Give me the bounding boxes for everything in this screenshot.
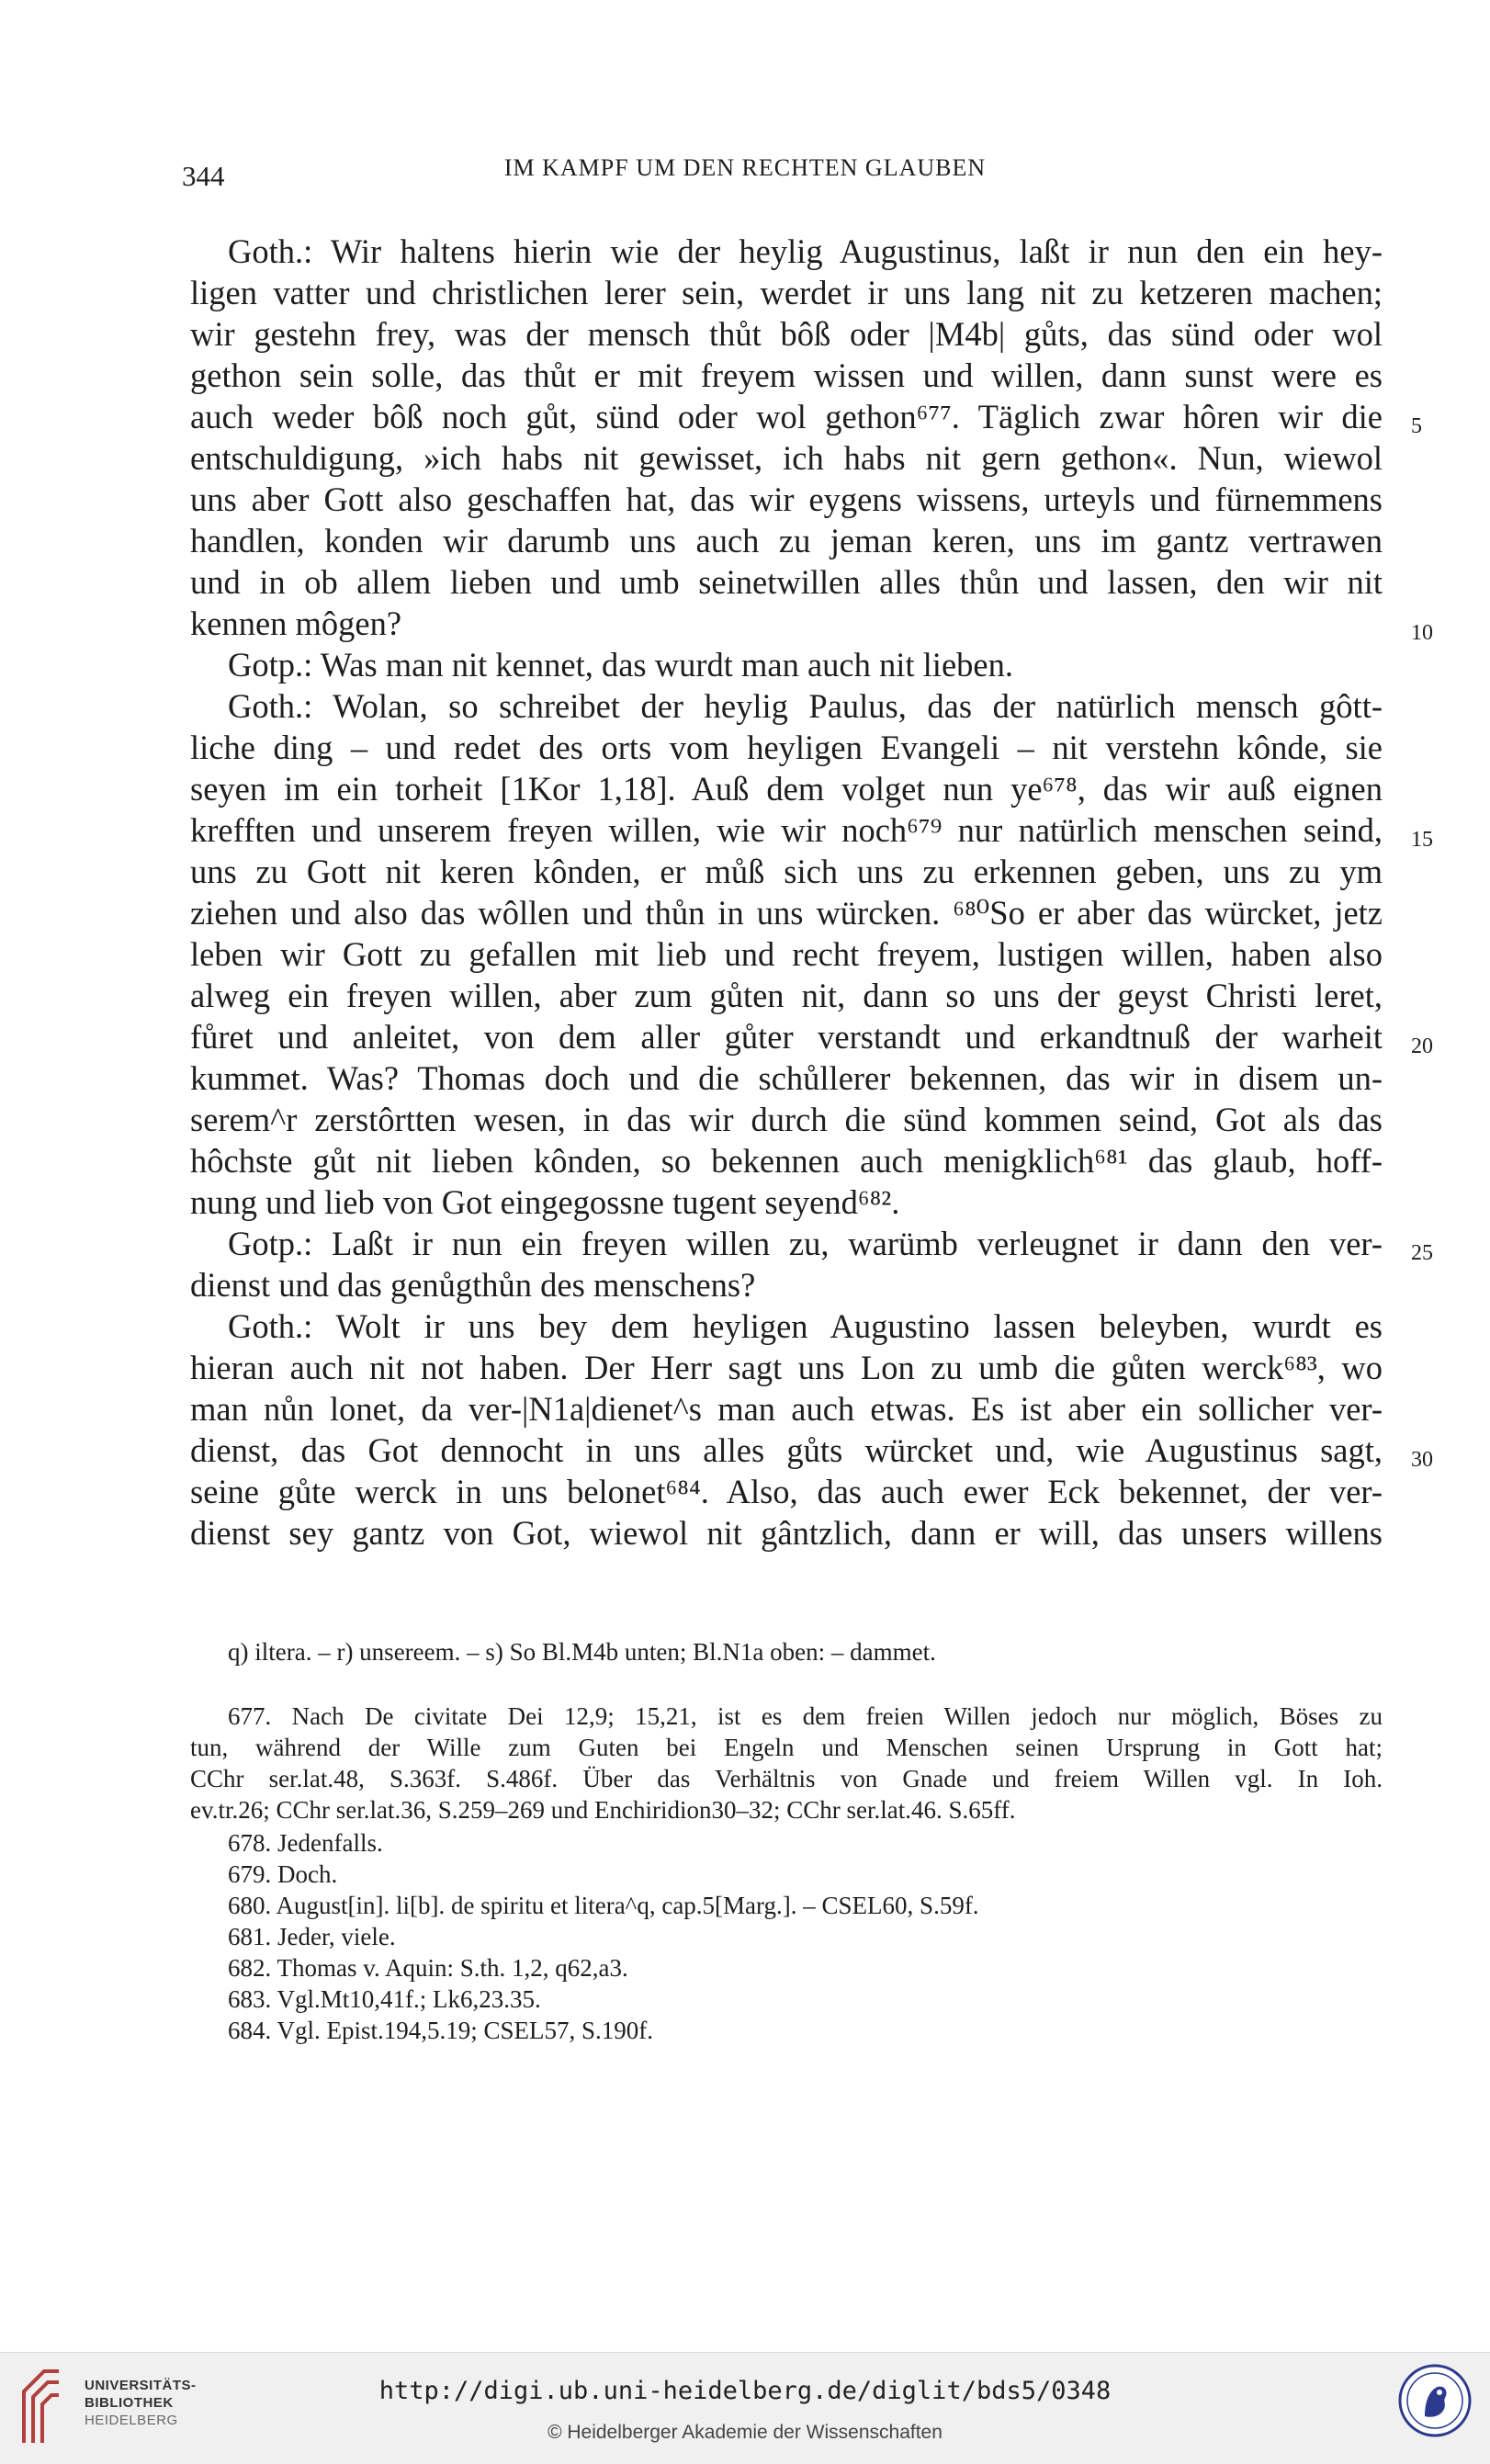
footnote-line: 679. Doch. <box>228 1860 338 1888</box>
text-line: seine gůte werck in uns belonet⁶⁸⁴. Also, das auch ewer Eck bekennet, der ver- <box>190 1473 1383 1510</box>
text-line: Goth.: Wolan, so schreibet der heylig Paulus, das der natürlich mensch gôtt- <box>228 687 1383 725</box>
text-line: Gotp.: Was man nit kennet, das wurdt man auch nit lieben. <box>228 646 1013 684</box>
footnote-line: ev.tr.26; CChr ser.lat.36, S.259–269 und Enchiridion30–32; CChr ser.lat.46. S.65ff. <box>190 1796 1016 1824</box>
text-line: ziehen und also das wôllen und thůn in uns würcken. ⁶⁸⁰So er aber das würcket, jetz <box>190 894 1383 932</box>
line-number: 5 <box>1411 414 1422 438</box>
text-line: kummet. Was? Thomas doch und die schůllerer bekennen, das wir in disem un- <box>190 1059 1383 1097</box>
text-line: Goth.: Wir haltens hierin wie der heylig Augustinus, laßt ir nun den ein hey- <box>228 232 1383 270</box>
logo-text-line: HEIDELBERG <box>85 2413 178 2428</box>
text-line: dienst sey gantz von Got, wiewol nit gântzlich, dann er will, das unsers willens <box>190 1514 1383 1552</box>
critical-apparatus: q) iltera. – r) unsereem. – s) So Bl.M4b unten; Bl.N1a oben: – dammet. <box>228 1638 936 1666</box>
text-line: uns zu Gott nit keren kônden, er můß sich uns zu erkennen geben, uns zu ym <box>190 853 1383 890</box>
copyright-notice: © Heidelberger Akademie der Wissenschaften <box>547 2422 943 2443</box>
text-line: gethon sein solle, das thůt er mit freyem wissen und willen, dann sunst were es <box>190 356 1383 394</box>
running-head: IM KAMPF UM DEN RECHTEN GLAUBEN <box>503 154 987 181</box>
footnote-line: CChr ser.lat.48, S.363f. S.486f. Über das Verhältnis von Gnade und freiem Willen vgl. In Ioh. <box>190 1765 1383 1792</box>
footnote-line: 684. Vgl. Epist.194,5.19; CSEL57, S.190f. <box>228 2017 654 2044</box>
text-line: seyen im ein torheit [1Kor 1,18]. Auß dem volget nun ye⁶⁷⁸, das wir auß eignen <box>190 770 1383 808</box>
footnote-line: 682. Thomas v. Aquin: S.th. 1,2, q62,a3. <box>228 1954 628 1982</box>
text-line: hôchste gůt nit lieben kônden, so bekennen auch menigklich⁶⁸¹ das glaub, hoff- <box>190 1142 1383 1180</box>
text-line: nung und lieb von Got eingegossne tugent seyend⁶⁸². <box>190 1183 900 1221</box>
page-number: 344 <box>182 160 225 192</box>
permalink-url[interactable]: http://digi.ub.uni-heidelberg.de/diglit/bds5/0348 <box>378 2377 1112 2405</box>
text-line: fůret und anleitet, von dem aller gůter verstandt und erkandtnuß der warheit <box>190 1018 1383 1056</box>
academy-seal-icon <box>1397 2363 1473 2438</box>
text-line: dienst und das genůgthůn des menschens? <box>190 1266 756 1304</box>
text-line: entschuldigung, »ich habs nit gewisset, ich habs nit gern gethon«. Nun, wiewol <box>190 439 1383 477</box>
line-number: 15 <box>1411 828 1433 852</box>
text-line: dienst, das Got dennocht in uns alles gůts würcket und, wie Augustinus sagt, <box>190 1431 1383 1469</box>
text-line: auch weder bôß noch gůt, sünd oder wol gethon⁶⁷⁷. Täglich zwar hôren wir die <box>190 398 1383 435</box>
text-line: serem^r zerstôrtten wesen, in das wir durch die sünd kommen seind, Got als das <box>190 1101 1383 1138</box>
text-line: man nůn lonet, da ver-|N1a|dienet^s man auch etwas. Es ist aber ein sollicher ver- <box>190 1390 1383 1428</box>
text-line: krefften und unserem freyen willen, wie wir noch⁶⁷⁹ nur natürlich menschen seind, <box>190 811 1383 849</box>
logo-text-line: UNIVERSITÄTS- <box>85 2378 197 2393</box>
text-line: alweg ein freyen willen, aber zum gůten nit, dann so uns der geyst Christi leret, <box>190 977 1383 1014</box>
line-number: 20 <box>1411 1034 1433 1058</box>
line-number: 30 <box>1411 1448 1433 1472</box>
text-line: hieran auch nit not haben. Der Herr sagt uns Lon zu umb die gůten werck⁶⁸³, wo <box>190 1349 1383 1386</box>
footnote-line: tun, während der Wille zum Guten bei Engeln und Menschen seinen Ursprung in Gott hat; <box>190 1734 1383 1761</box>
text-line: wir gestehn frey, was der mensch thůt bôß oder |M4b| gůts, das sünd oder wol <box>190 315 1383 353</box>
text-line: ligen vatter und christlichen lerer sein, werdet ir uns lang nit zu ketzeren machen; <box>190 274 1383 311</box>
viewer-footer <box>0 2352 1490 2464</box>
text-line: uns aber Gott also geschaffen hat, das wir eygens wissens, urteyls und fürnemmens <box>190 480 1383 518</box>
text-line: Goth.: Wolt ir uns bey dem heyligen Augustino lassen beleyben, wurdt es <box>228 1307 1383 1345</box>
line-number: 25 <box>1411 1241 1433 1265</box>
footnote-line: 683. Vgl.Mt10,41f.; Lk6,23.35. <box>228 1985 541 2013</box>
footnote-line: 678. Jedenfalls. <box>228 1829 383 1857</box>
text-line: Gotp.: Laßt ir nun ein freyen willen zu, warümb verleugnet ir dann den ver- <box>228 1225 1383 1262</box>
logo-text-line: BIBLIOTHEK <box>85 2395 174 2411</box>
text-line: kennen môgen? <box>190 605 402 642</box>
text-line: liche ding – und redet des orts vom heyligen Evangeli – nit verstehn kônde, sie <box>190 729 1383 766</box>
line-number: 10 <box>1411 621 1433 645</box>
footnote-line: 680. August[in]. li[b]. de spiritu et litera^q, cap.5[Marg.]. – CSEL60, S.59f. <box>228 1892 979 1919</box>
footnote-line: 677. Nach De civitate Dei 12,9; 15,21, ist es dem freien Willen jedoch nur möglich, Böses zu <box>228 1702 1383 1730</box>
text-line: und in ob allem lieben und umb seinetwillen alles thůn und lassen, den wir nit <box>190 563 1383 601</box>
text-line: leben wir Gott zu gefallen mit lieb und recht freyem, lustigen willen, haben also <box>190 935 1383 973</box>
text-line: handlen, konden wir darumb uns auch zu jeman keren, uns im gantz vertrawen <box>190 522 1383 559</box>
footnote-line: 681. Jeder, viele. <box>228 1923 396 1950</box>
